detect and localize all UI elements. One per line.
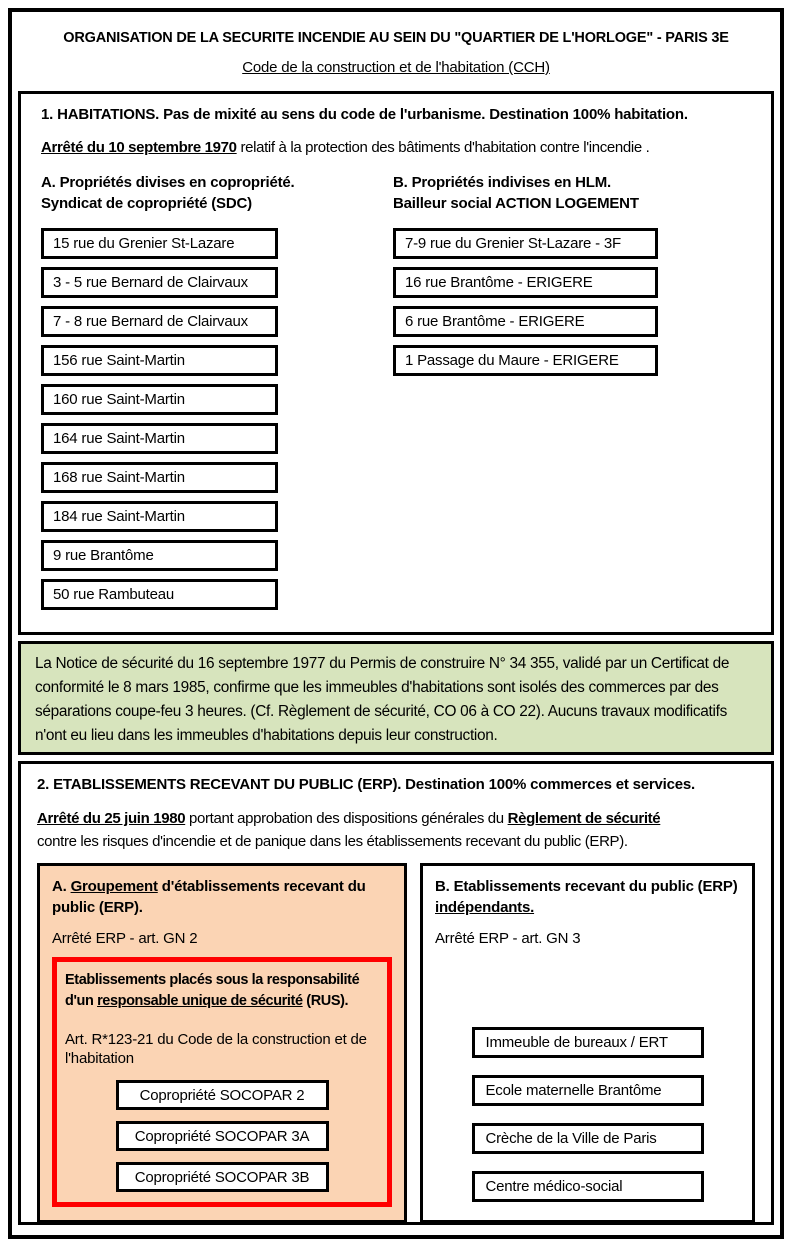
address-box: 9 rue Brantôme [41,540,278,571]
copropriete-address-list [41,228,393,610]
column-copropriete-header [41,172,393,214]
rus-article-ref: Art. R*123-21 du Code de la construction et de l'habitation [65,1031,367,1067]
address-box: 7-9 rue du Grenier St-Lazare - 3F [393,228,658,259]
page-border-frame [8,8,784,1239]
decree-1980-rest: contre les risques d'incendie et de panique dans les établissements recevant du public (ERP). [37,833,628,850]
independants-list [435,1027,740,1202]
erp-groupement-box [37,863,407,1223]
erp-a-heading-rest: d'établissements recevant du public (ERP). [52,878,366,916]
erp-groupement-heading [52,876,392,918]
socopar-box: Copropriété SOCOPAR 2 [116,1080,329,1110]
socopar-box: Copropriété SOCOPAR 3A [116,1121,329,1151]
erp-a-heading-underlined: Groupement [70,878,158,895]
erp-b-heading-pre: B. Etablissements recevant du public (ERP) [435,878,738,895]
page-subtitle [18,59,774,76]
rus-heading [65,970,379,1012]
column-hlm-title-line1: B. Propriétés indivises en HLM. [393,174,612,191]
socopar-box: Copropriété SOCOPAR 3B [116,1162,329,1192]
independant-erp-box: Immeuble de bureaux / ERT [472,1027,704,1058]
erp-a-subheading: Arrêté ERP - art. GN 2 [52,930,198,947]
column-hlm-header [393,172,751,214]
habitations-columns [41,172,751,610]
section-erp [18,761,774,1225]
column-copropriete [41,172,393,610]
address-box: 7 - 8 rue Bernard de Clairvaux [41,306,278,337]
address-box: 164 rue Saint-Martin [41,423,278,454]
section-habitations [18,91,774,635]
erp-columns [37,863,755,1223]
column-copropriete-title-line2: Syndicat de copropriété (SDC) [41,195,252,212]
decree-1970-title: Arrêté du 10 septembre 1970 [41,139,237,156]
independant-erp-box: Centre médico-social [472,1171,704,1202]
security-notice-box: La Notice de sécurité du 16 septembre 1977 du Permis de construire N° 34 355, validé par un Certificat de conformité le 8 mars 1985, confirme que les immeubles d'habitations sont isolés des commerces par des séparations coupe-feu 3 heures. (Cf. Règlement de sécurité, CO 06 à CO 22). Aucuns travaux modificatifs n'ont eu lieu dans les immeubles d'habitations depuis leur construction. [18,641,774,755]
column-hlm-title-line2: Bailleur social ACTION LOGEMENT [393,195,639,212]
page-subtitle-text: Code de la construction et de l'habitation (CCH) [242,59,550,76]
address-box: 156 rue Saint-Martin [41,345,278,376]
erp-independants-box [420,863,755,1223]
hlm-address-list [393,228,751,376]
column-copropriete-title-line1: A. Propriétés divises en copropriété. [41,174,295,191]
page-title: ORGANISATION DE LA SECURITE INCENDIE AU SEIN DU "QUARTIER DE L'HORLOGE" - PARIS 3E [63,30,729,46]
decree-1980-title: Arrêté du 25 juin 1980 [37,810,186,827]
address-box: 16 rue Brantôme - ERIGERE [393,267,658,298]
erp-b-heading-underlined: indépendants. [435,899,535,916]
rus-heading-pre: Etablissements placés sous la responsabilité d'un [65,972,360,1009]
address-box: 184 rue Saint-Martin [41,501,278,532]
erp-a-heading-pre: A. [52,878,71,895]
decree-1970-rest: relatif à la protection des bâtiments d'habitation contre l'incendie . [236,139,650,156]
independant-erp-box: Ecole maternelle Brantôme [472,1075,704,1106]
erp-independants-heading [435,876,740,918]
rus-heading-underlined: responsable unique de sécurité [97,993,303,1009]
section1-decree [41,139,751,156]
erp-b-subheading: Arrêté ERP - art. GN 3 [435,930,581,947]
address-box: 168 rue Saint-Martin [41,462,278,493]
address-box: 50 rue Rambuteau [41,579,278,610]
address-box: 3 - 5 rue Bernard de Clairvaux [41,267,278,298]
socopar-list [65,1080,379,1192]
section2-heading: 2. ETABLISSEMENTS RECEVANT DU PUBLIC (ERP). Destination 100% commerces et services. [37,776,696,793]
rus-heading-post: (RUS). [302,993,349,1009]
address-box: 15 rue du Grenier St-Lazare [41,228,278,259]
independant-erp-box: Crèche de la Ville de Paris [472,1123,704,1154]
section2-decree [37,807,755,853]
section1-heading: 1. HABITATIONS. Pas de mixité au sens du code de l'urbanisme. Destination 100% habitation. [41,106,688,123]
address-box: 1 Passage du Maure - ERIGERE [393,345,658,376]
decree-1980-mid: portant approbation des dispositions générales du [185,810,508,827]
reglement-securite-ref: Règlement de sécurité [507,810,661,827]
address-box: 6 rue Brantôme - ERIGERE [393,306,658,337]
column-hlm [393,172,751,610]
address-box: 160 rue Saint-Martin [41,384,278,415]
rus-box [52,957,392,1207]
